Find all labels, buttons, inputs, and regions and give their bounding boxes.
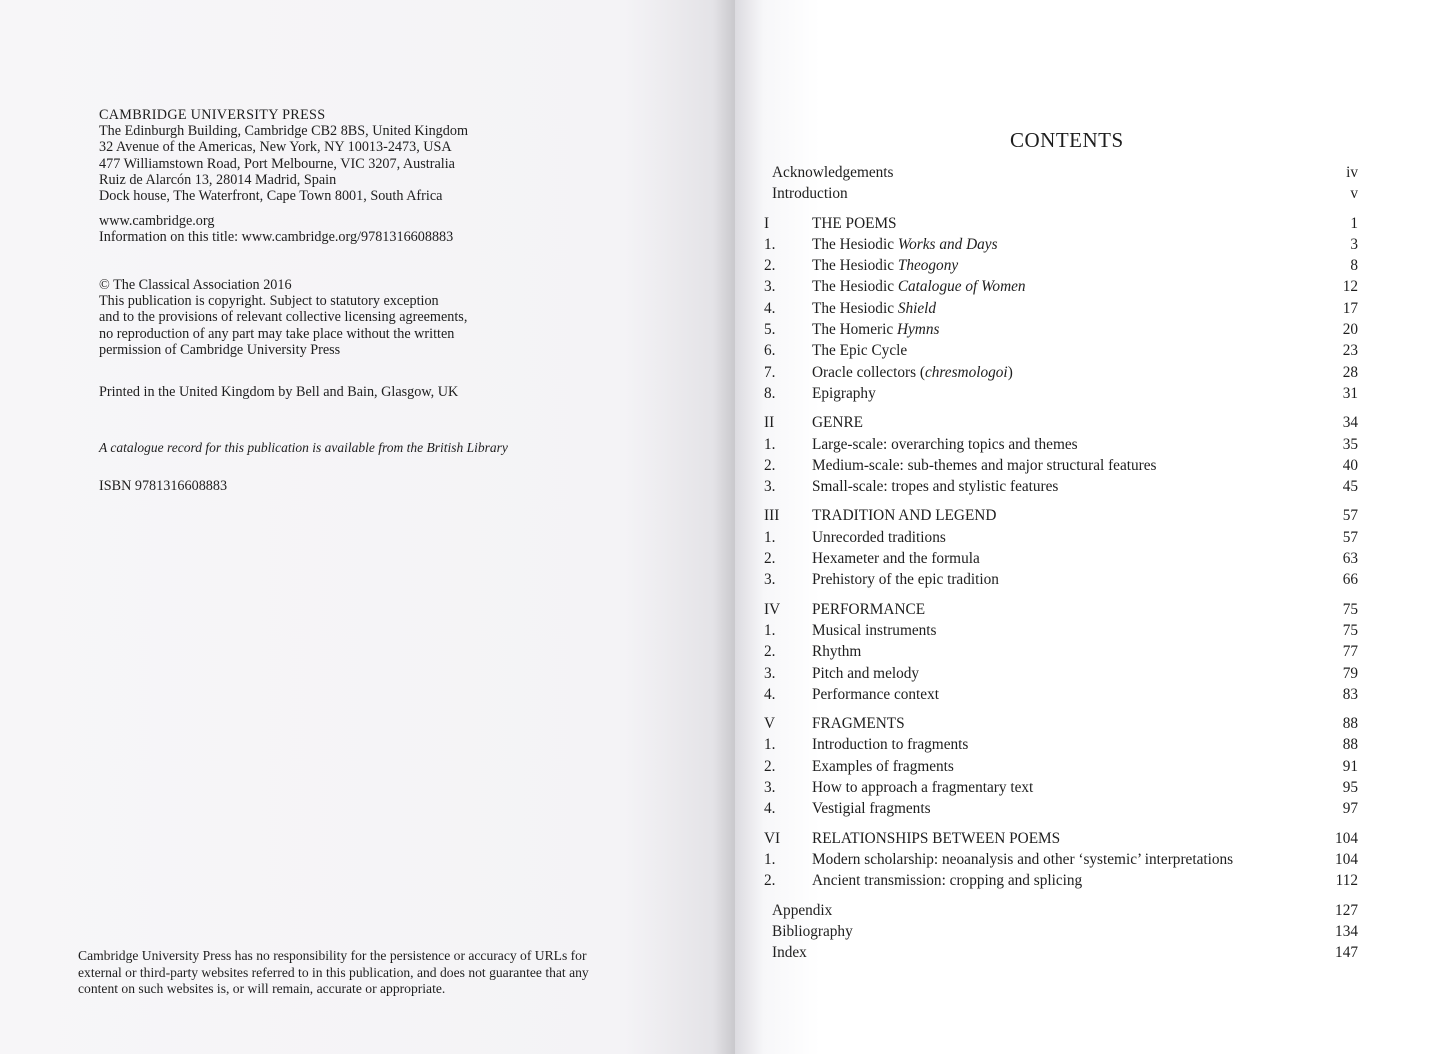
address-line: Dock house, The Waterfront, Cape Town 8001, South Africa xyxy=(99,188,443,205)
toc-title xyxy=(772,183,1298,204)
toc-title xyxy=(812,213,1298,234)
toc-section xyxy=(764,599,1358,620)
address-line: 477 Williamstown Road, Port Melbourne, VIC 3207, Australia xyxy=(99,155,455,172)
toc-title xyxy=(812,684,1298,705)
toc-number: 1. xyxy=(764,235,776,253)
toc-entry xyxy=(764,183,1358,204)
toc-title xyxy=(812,620,1298,641)
toc-title-text: The Homeric xyxy=(812,321,897,339)
toc-title-text: Bibliography xyxy=(772,922,853,940)
disclaimer-line: external or third-party websites referred to in this publication, and does not guarantee that any xyxy=(78,964,589,980)
printed-in xyxy=(99,384,458,400)
toc-title xyxy=(812,234,1298,255)
toc-title-text: Epigraphy xyxy=(812,384,876,402)
toc-page-number: 83 xyxy=(1342,685,1358,703)
toc-title-text: Index xyxy=(772,944,807,962)
toc-number: 3. xyxy=(764,278,776,296)
toc-title-text: GENRE xyxy=(812,414,863,432)
toc-section xyxy=(764,213,1358,234)
toc-entry xyxy=(764,298,1358,319)
toc-title-text: The Hesiodic xyxy=(812,257,898,275)
toc-title-text: How to approach a fragmentary text xyxy=(812,779,1034,797)
toc-page-number: 91 xyxy=(1342,757,1358,775)
toc-number: 6. xyxy=(764,342,776,360)
toc-title xyxy=(812,828,1298,849)
toc-number: V xyxy=(764,715,776,733)
toc-page-number: 23 xyxy=(1342,342,1358,360)
title-info: Information on this title: www.cambridge.org/9781316608883 xyxy=(99,229,454,246)
catalogue-record xyxy=(99,440,508,456)
toc-entry xyxy=(764,383,1358,404)
toc-page-number: 66 xyxy=(1342,571,1358,589)
toc-page-number: 134 xyxy=(1335,922,1358,940)
toc-entry xyxy=(764,569,1358,590)
toc-title xyxy=(772,921,1298,942)
toc-number: 8. xyxy=(764,384,776,402)
toc-entry xyxy=(764,276,1358,297)
toc-entry xyxy=(764,663,1358,684)
toc-title-text: Pitch and melody xyxy=(812,664,920,682)
toc-number: IV xyxy=(764,600,781,618)
toc-title-text: Performance context xyxy=(812,685,939,703)
toc-title-text: Ancient transmission: cropping and splicing xyxy=(812,872,1083,890)
copyright-line: This publication is copyright. Subject to statutory exception xyxy=(99,293,439,310)
toc-page-number: 1 xyxy=(1350,214,1358,232)
toc-entry xyxy=(764,476,1358,497)
toc-number: 3. xyxy=(764,478,776,496)
toc-title-text: FRAGMENTS xyxy=(812,715,905,733)
toc-title xyxy=(812,798,1298,819)
toc-section xyxy=(764,505,1358,526)
copyright-notice xyxy=(99,277,467,358)
toc-number: 1. xyxy=(764,736,776,754)
toc-page-number: 3 xyxy=(1350,235,1358,253)
toc-title-text: TRADITION AND LEGEND xyxy=(812,507,997,525)
toc-title-text: PERFORMANCE xyxy=(812,600,926,618)
toc-entry xyxy=(764,548,1358,569)
toc-title xyxy=(812,319,1298,340)
toc-title-italic: Shield xyxy=(897,299,937,317)
toc-number: VI xyxy=(764,829,781,847)
toc-number: 2. xyxy=(764,550,776,568)
toc-entry xyxy=(764,319,1358,340)
publisher-addresses xyxy=(99,107,468,204)
copyright-line: no reproduction of any part may take place without the written xyxy=(99,325,455,342)
toc-title xyxy=(812,849,1298,870)
toc-title-text: Acknowledgements xyxy=(772,164,894,181)
toc-entry xyxy=(764,234,1358,255)
url-disclaimer xyxy=(78,948,589,998)
toc-title xyxy=(812,340,1298,361)
toc-page-number: 104 xyxy=(1335,850,1358,868)
toc-number: 1. xyxy=(764,435,776,453)
toc-number: 1. xyxy=(764,850,776,868)
toc-number: 2. xyxy=(764,872,776,890)
toc-title xyxy=(772,900,1298,921)
toc-page-number: 31 xyxy=(1342,384,1358,402)
toc-page-number: 97 xyxy=(1342,800,1358,818)
toc-number: 4. xyxy=(764,800,776,818)
toc-title xyxy=(772,162,1298,183)
toc-title-text: Rhythm xyxy=(812,643,862,661)
toc-title-text: Introduction xyxy=(772,185,848,203)
catalogue-line: A catalogue record for this publication is available from the British Library xyxy=(99,440,508,455)
toc-page-number: 147 xyxy=(1335,944,1358,962)
toc-title-text: Unrecorded traditions xyxy=(812,528,946,546)
toc-section xyxy=(764,828,1358,849)
disclaimer-line: Cambridge University Press has no responsibility for the persistence or accuracy of URLs for xyxy=(78,948,587,963)
toc-entry xyxy=(764,641,1358,662)
toc-title xyxy=(812,476,1298,497)
toc-title-text: Introduction to fragments xyxy=(812,736,969,754)
toc-entry xyxy=(764,849,1358,870)
copyright-line: and to the provisions of relevant collective licensing agreements, xyxy=(99,309,468,326)
toc-title xyxy=(812,870,1298,891)
toc-page-number: 75 xyxy=(1342,621,1358,639)
toc-page-number: 28 xyxy=(1342,363,1358,381)
toc-entry xyxy=(764,455,1358,476)
toc-page-number: 127 xyxy=(1335,901,1358,919)
toc-entry xyxy=(764,870,1358,891)
toc-title xyxy=(812,548,1298,569)
toc-number: III xyxy=(764,507,780,525)
toc-title xyxy=(812,298,1298,319)
toc-title xyxy=(812,383,1298,404)
toc-number: II xyxy=(764,414,775,432)
isbn xyxy=(99,478,227,494)
toc-entry xyxy=(764,527,1358,548)
toc-entry xyxy=(764,684,1358,705)
toc-title xyxy=(812,276,1298,297)
toc-page-number: 57 xyxy=(1342,507,1358,525)
toc-entry xyxy=(764,255,1358,276)
toc-title-italic: Theogony xyxy=(897,257,959,275)
address-line: Ruiz de Alarcón 13, 28014 Madrid, Spain xyxy=(99,171,337,188)
toc-page-number: 12 xyxy=(1342,278,1358,296)
toc-title-italic: chresmologoi xyxy=(924,363,1008,381)
toc-entry xyxy=(764,162,1358,183)
toc-number: I xyxy=(764,214,770,232)
toc-number: 7. xyxy=(764,363,776,381)
toc-page-number: 77 xyxy=(1342,643,1358,661)
toc-title-text: Medium-scale: sub-themes and major structural features xyxy=(812,456,1157,474)
toc-title-text: Vestigial fragments xyxy=(812,800,931,818)
toc-title-text: Appendix xyxy=(772,901,833,919)
toc-title-text: The Hesiodic xyxy=(812,235,898,253)
toc-title-text: Musical instruments xyxy=(812,621,937,639)
toc-title-text: The Hesiodic xyxy=(812,299,898,317)
toc-page-number: 88 xyxy=(1342,736,1358,754)
toc-title xyxy=(812,505,1298,526)
table-of-contents xyxy=(764,162,1358,963)
toc-section xyxy=(764,412,1358,433)
toc-number: 2. xyxy=(764,456,776,474)
toc-page-number: 88 xyxy=(1342,715,1358,733)
toc-page-number: 75 xyxy=(1342,600,1358,618)
toc-entry xyxy=(764,942,1358,963)
printed-line: Printed in the United Kingdom by Bell and Bain, Glasgow, UK xyxy=(99,384,459,400)
toc-title-text: Hexameter and the formula xyxy=(812,550,980,568)
toc-number: 1. xyxy=(764,621,776,639)
toc-number: 2. xyxy=(764,257,776,275)
toc-number: 3. xyxy=(764,571,776,589)
toc-page-number: 8 xyxy=(1350,257,1358,275)
toc-title-text: Small-scale: tropes and stylistic features xyxy=(812,478,1059,496)
isbn-line: ISBN 9781316608883 xyxy=(99,478,228,494)
toc-title-text: Prehistory of the epic tradition xyxy=(812,571,999,589)
toc-title xyxy=(812,756,1298,777)
toc-page-number: 112 xyxy=(1335,872,1358,890)
toc-page-number: v xyxy=(1350,185,1358,203)
toc-title xyxy=(812,362,1298,383)
toc-number: 3. xyxy=(764,779,776,797)
toc-page-number: 79 xyxy=(1342,664,1358,682)
toc-title-italic: Works and Days xyxy=(897,235,998,253)
toc-number: 1. xyxy=(764,528,776,546)
toc-entry xyxy=(764,900,1358,921)
toc-title xyxy=(812,255,1298,276)
toc-section xyxy=(764,713,1358,734)
website: www.cambridge.org xyxy=(99,213,215,229)
toc-title xyxy=(812,412,1298,433)
toc-entry xyxy=(764,798,1358,819)
toc-title xyxy=(812,455,1298,476)
toc-page-number: 40 xyxy=(1342,456,1358,474)
toc-entry xyxy=(764,921,1358,942)
toc-title xyxy=(812,434,1298,455)
toc-title-text: Modern scholarship: neoanalysis and other ‘systemic’ interpretations xyxy=(812,850,1234,868)
toc-title-text: Oracle collectors ( xyxy=(812,363,925,381)
toc-page-number: 35 xyxy=(1342,435,1358,453)
copyright-line: permission of Cambridge University Press xyxy=(99,341,341,358)
toc-entry xyxy=(764,340,1358,361)
toc-page-number: 57 xyxy=(1342,528,1358,546)
toc-entry xyxy=(764,434,1358,455)
toc-page-number: 20 xyxy=(1342,321,1358,339)
toc-number: 5. xyxy=(764,321,776,339)
toc-page-number: 34 xyxy=(1342,414,1358,432)
toc-title xyxy=(812,777,1298,798)
toc-number: 4. xyxy=(764,299,776,317)
toc-title xyxy=(812,641,1298,662)
toc-number: 2. xyxy=(764,757,776,775)
toc-page-number: 104 xyxy=(1335,829,1358,847)
toc-title-text: Examples of fragments xyxy=(812,757,954,775)
toc-number: 4. xyxy=(764,685,776,703)
toc-number: 2. xyxy=(764,643,776,661)
toc-title-text: RELATIONSHIPS BETWEEN POEMS xyxy=(812,829,1061,847)
toc-title xyxy=(772,942,1298,963)
toc-number: 3. xyxy=(764,664,776,682)
toc-page-number: 63 xyxy=(1342,550,1358,568)
copyright-line: © The Classical Association 2016 xyxy=(99,277,292,293)
address-line: 32 Avenue of the Americas, New York, NY 10013-2473, USA xyxy=(99,139,452,156)
toc-title-text: THE POEMS xyxy=(812,214,897,232)
toc-page-number: 95 xyxy=(1342,779,1358,797)
toc-title xyxy=(812,663,1298,684)
toc-title-italic: Hymns xyxy=(896,321,940,339)
toc-title-suffix: ) xyxy=(1007,363,1013,381)
toc-page-number: iv xyxy=(1346,164,1358,181)
address-line: The Edinburgh Building, Cambridge CB2 8BS, United Kingdom xyxy=(99,123,468,140)
toc-entry xyxy=(764,734,1358,755)
toc-title-text: Large-scale: overarching topics and themes xyxy=(812,435,1078,453)
toc-entry xyxy=(764,777,1358,798)
toc-title xyxy=(812,569,1298,590)
publisher-name: CAMBRIDGE UNIVERSITY PRESS xyxy=(99,107,326,123)
toc-title xyxy=(812,713,1298,734)
contents-heading: CONTENTS xyxy=(1010,128,1124,152)
toc-page-number: 17 xyxy=(1342,299,1358,317)
toc-title-text: The Epic Cycle xyxy=(812,342,908,360)
toc-title-italic: Catalogue of Women xyxy=(897,278,1026,296)
disclaimer-line: content on such websites is, or will remain, accurate or appropriate. xyxy=(78,981,446,996)
web-info xyxy=(99,213,453,245)
toc-title xyxy=(812,734,1298,755)
toc-entry xyxy=(764,620,1358,641)
toc-title-text: The Hesiodic xyxy=(812,278,898,296)
toc-entry xyxy=(764,362,1358,383)
toc-page-number: 45 xyxy=(1342,478,1358,496)
toc-entry xyxy=(764,756,1358,777)
toc-title xyxy=(812,599,1298,620)
toc-title xyxy=(812,527,1298,548)
